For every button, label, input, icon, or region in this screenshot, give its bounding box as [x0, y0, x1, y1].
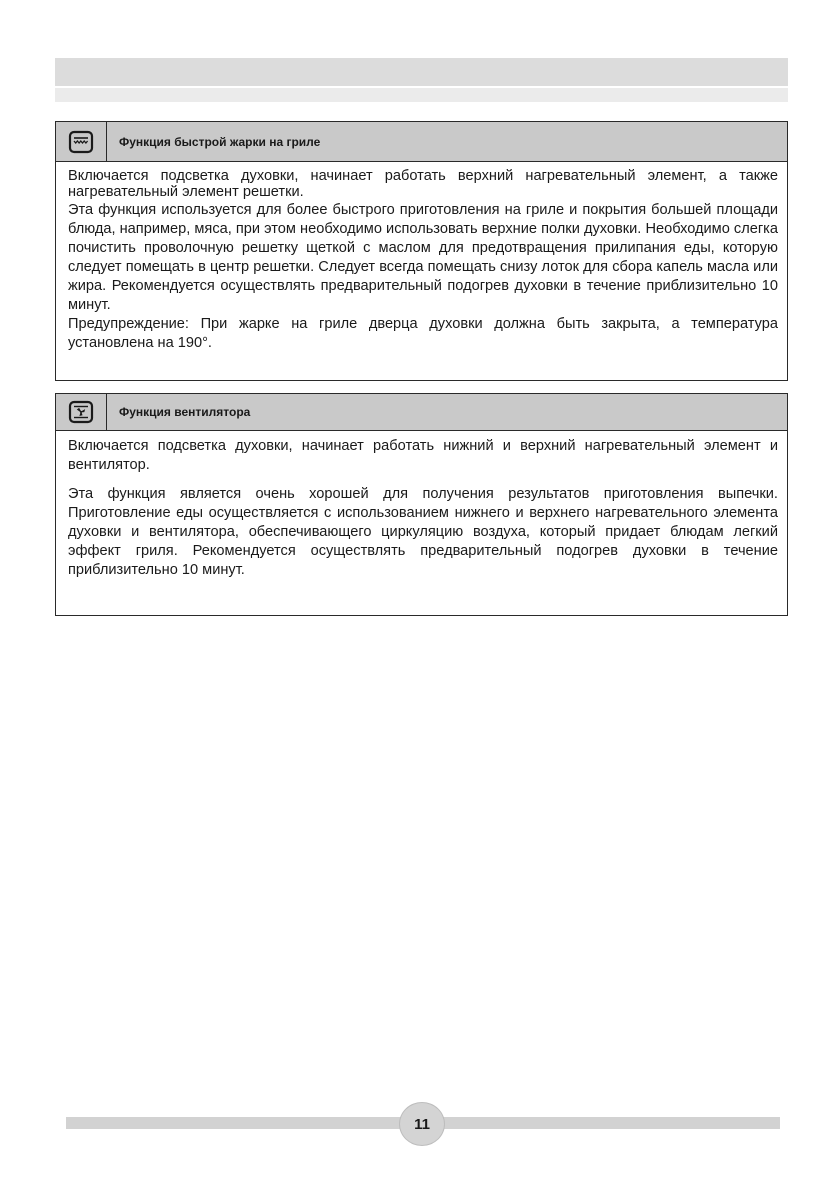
- section-fan: [55, 393, 788, 616]
- page-number-badge: [399, 1102, 445, 1146]
- header-band: [55, 58, 788, 86]
- paragraph: Эта функция используется для более быстрого приготовления на гриле и покрытия большей площади блюда, например, мяса, при этом необходимо использовать верхние полки духовки. Необходимо слегка почистить проволочную решетку щеткой с маслом для предотвращения прилипания еды, которую следует помещать в центр решетки. Следует всегда помещать снизу лоток для сбора капель масла или жира. Рекомендуется осуществлять предварительный подогрев духовки в течение приблизительно 10 минут.: [68, 202, 778, 313]
- header-band-thin: [55, 88, 788, 102]
- icon-cell: [56, 394, 107, 430]
- paragraph: Эта функция является очень хорошей для получения результатов приготовления выпечки. Приготовление еды осуществляется с использованием нижнего и верхнего нагревательного элемента духовки и вентилятора, обеспечивающего циркуляцию воздуха, который придает блюдам легкий эффект гриля. Рекомендуется осуществлять предварительный подогрев духовки в течение приблизительно 10 минут.: [68, 486, 778, 578]
- icon-cell: [56, 122, 107, 161]
- paragraph: Включается подсветка духовки, начинает работать верхний нагревательный элемент, а также нагревательный элемент решетки.: [68, 168, 778, 200]
- paragraph: Включается подсветка духовки, начинает работать нижний и верхний нагревательный элемент и вентилятор.: [68, 438, 778, 473]
- section-body: [56, 162, 787, 353]
- section-header: [56, 394, 787, 431]
- paragraph: Предупреждение: При жарке на гриле дверца духовки должна быть закрыта, а температура установлена на 190°.: [68, 316, 778, 351]
- section-fast-grill: [55, 121, 788, 381]
- section-title: Функция вентилятора: [119, 405, 251, 419]
- fan-icon: [68, 400, 94, 424]
- grill-icon: [68, 130, 94, 154]
- section-title: Функция быстрой жарки на гриле: [119, 134, 321, 149]
- page-number: 11: [414, 1115, 430, 1133]
- section-body: [56, 431, 787, 580]
- section-header: [56, 122, 787, 162]
